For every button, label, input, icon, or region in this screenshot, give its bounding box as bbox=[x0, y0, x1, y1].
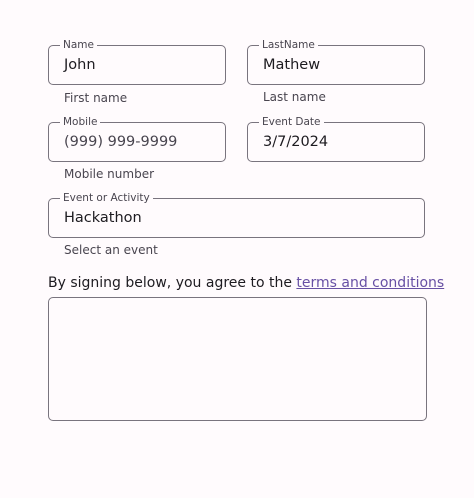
last-name-input[interactable]: Mathew bbox=[263, 57, 321, 73]
event-date-input[interactable]: 3/7/2024 bbox=[263, 134, 329, 150]
first-name-input[interactable]: John bbox=[64, 57, 96, 73]
mobile-input[interactable]: (999) 999-9999 bbox=[64, 134, 178, 150]
mobile-label: Mobile bbox=[60, 115, 100, 129]
signature-pad[interactable] bbox=[48, 297, 427, 421]
first-name-helper: First name bbox=[64, 91, 128, 105]
agreement-prefix: By signing below, you agree to the bbox=[48, 275, 297, 291]
event-input[interactable]: Hackathon bbox=[64, 210, 142, 226]
event-helper: Select an event bbox=[64, 243, 158, 257]
event-label: Event or Activity bbox=[60, 191, 153, 205]
agreement-text bbox=[48, 275, 444, 291]
event-field[interactable] bbox=[48, 192, 425, 238]
last-name-label: LastName bbox=[259, 38, 318, 52]
terms-link[interactable]: terms and conditions bbox=[296, 275, 445, 291]
mobile-field[interactable] bbox=[48, 116, 226, 162]
last-name-helper: Last name bbox=[263, 90, 326, 104]
first-name-label: Name bbox=[60, 38, 97, 52]
event-date-label: Event Date bbox=[259, 115, 324, 129]
first-name-field[interactable] bbox=[48, 39, 226, 85]
mobile-helper: Mobile number bbox=[64, 167, 155, 181]
event-date-field[interactable] bbox=[247, 116, 425, 162]
last-name-field[interactable] bbox=[247, 39, 425, 85]
